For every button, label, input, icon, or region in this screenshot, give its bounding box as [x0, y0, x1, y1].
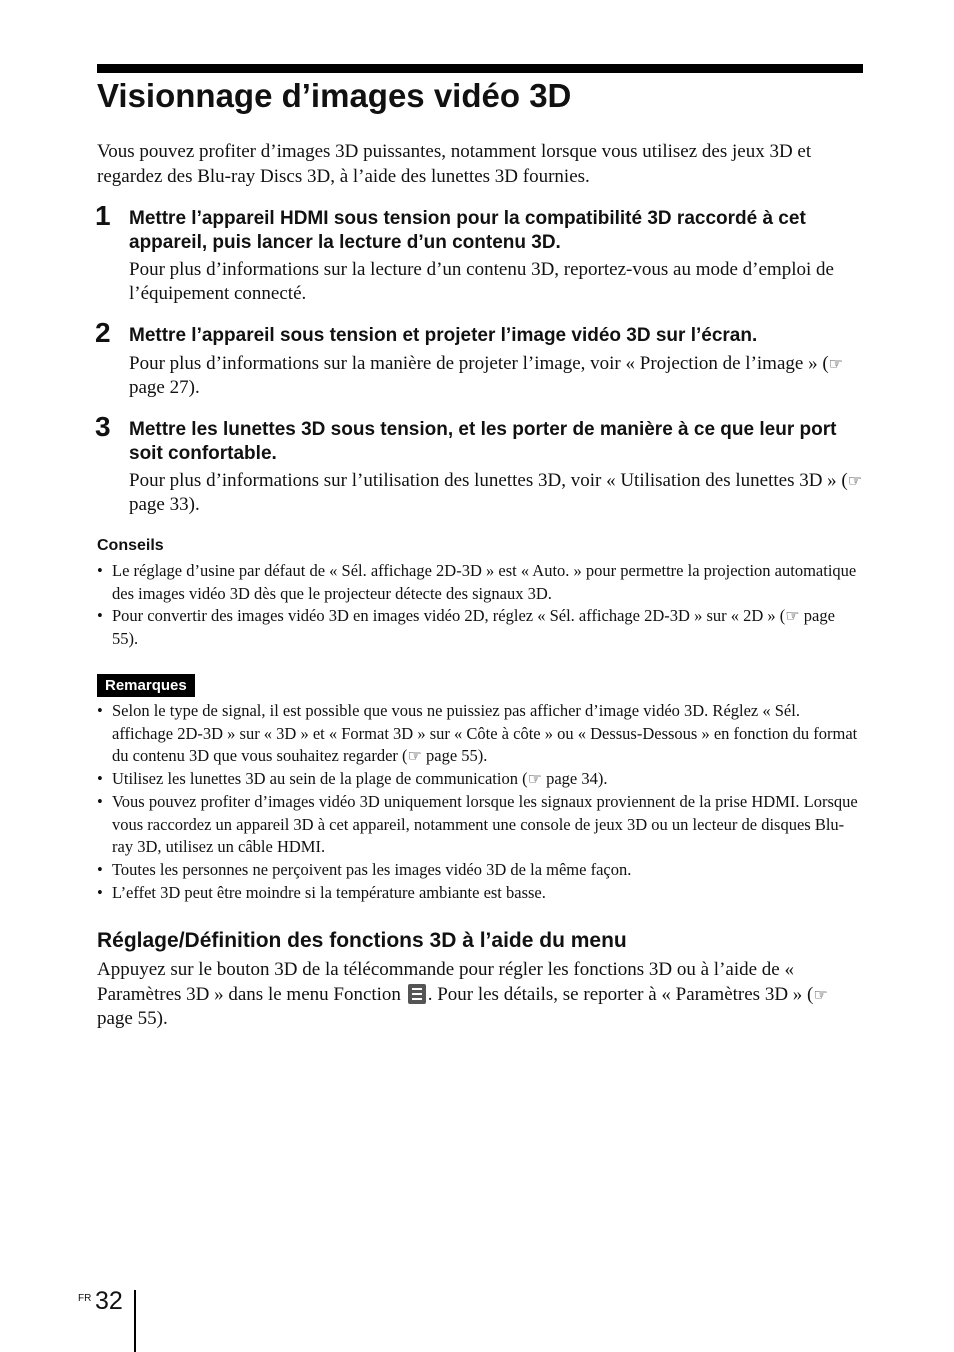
list-item: • Pour convertir des images vidéo 3D en images vidéo 2D, réglez « Sél. affichage 2D-3D » sur « 2D » (☞ page 55).: [97, 606, 835, 649]
tips-list: [97, 560, 862, 651]
pointing-hand-icon: ☞: [847, 471, 863, 490]
step-2-heading: Mettre l’appareil sous tension et projeter l’image vidéo 3D sur l’écran.: [129, 325, 758, 346]
list-item: • Vous pouvez profiter d’images vidéo 3D uniquement lorsque les signaux proviennent de la prise HDMI. Lorsque vous raccordez un appareil 3D à cet appareil, notamment une console de jeux 3D ou un lecteur de disques Blu-ray 3D, utilisez un câble HDMI.: [97, 791, 858, 857]
step-2-body: Pour plus d’informations sur la manière de projeter l’image, voir « Projection de l’image » (☞ page 27).: [129, 353, 843, 398]
step-1-heading: Mettre l’appareil HDMI sous tension pour la compatibilité 3D raccordé à cet appareil, puis lancer la lecture d’un contenu 3D.: [129, 208, 806, 253]
footer-rule: [134, 1290, 136, 1352]
list-item: • L’effet 3D peut être moindre si la température ambiante est basse.: [97, 882, 546, 902]
page-number: 32: [95, 1287, 123, 1315]
pointing-hand-icon: ☞: [785, 606, 800, 626]
menu-section-heading: Réglage/Définition des fonctions 3D à l’aide du menu: [97, 929, 627, 952]
list-item: • Toutes les personnes ne perçoivent pas les images vidéo 3D de la même façon.: [97, 859, 632, 879]
notes-list: [97, 700, 862, 904]
notes-label: Remarques: [97, 674, 195, 697]
step-3-number: 3: [95, 411, 111, 442]
footer-language-code: FR: [78, 1293, 92, 1304]
step-1-body: Pour plus d’informations sur la lecture d’un contenu 3D, reportez-vous au mode d’emploi de l’équipement connecté.: [129, 259, 834, 304]
menu-section-paragraph: Appuyez sur le bouton 3D de la télécommande pour régler les fonctions 3D ou à l’aide de « Paramètres 3D » dans le menu Fonction . Pour les détails, se reporter à « Paramètres 3D » (☞ page 55).: [97, 959, 828, 1029]
pointing-hand-icon: ☞: [527, 769, 542, 789]
step-3-body: Pour plus d’informations sur l’utilisation des lunettes 3D, voir « Utilisation des lunettes 3D » (☞ page 33).: [129, 470, 863, 515]
pointing-hand-icon: ☞: [407, 746, 422, 766]
step-2-number: 2: [95, 317, 111, 348]
pointing-hand-icon: ☞: [828, 354, 843, 373]
pointing-hand-icon: ☞: [813, 984, 828, 1004]
list-item: • Selon le type de signal, il est possible que vous ne puissiez pas afficher d’image vidéo 3D. Réglez « Sél. affichage 2D-3D » sur « 3D » et « Format 3D » sur « Côte à côte » ou « Dessus-Dessous » en fonction du format du contenu 3D que vous souhaitez regarder (☞ page 55).: [97, 701, 858, 766]
step-1-number: 1: [95, 200, 111, 231]
step-3-heading: Mettre les lunettes 3D sous tension, et les porter de manière à ce que leur port soit confortable.: [129, 419, 837, 464]
title-rule: [97, 64, 863, 73]
page-title: Visionnage d’images vidéo 3D: [97, 77, 572, 114]
intro-paragraph: Vous pouvez profiter d’images 3D puissantes, notamment lorsque vous utilisez des jeux 3D et regardez des Blu-ray Discs 3D, à l’aide des lunettes 3D fournies.: [97, 141, 812, 187]
list-item: • Le réglage d’usine par défaut de « Sél. affichage 2D-3D » est « Auto. » pour permettre la projection automatique des images vidéo 3D dès que le projecteur détecte des signaux 3D.: [97, 561, 857, 603]
tips-label: Conseils: [97, 537, 164, 554]
list-item: • Utilisez les lunettes 3D au sein de la plage de communication (☞ page 34).: [97, 769, 608, 789]
function-menu-icon: [408, 984, 426, 1004]
